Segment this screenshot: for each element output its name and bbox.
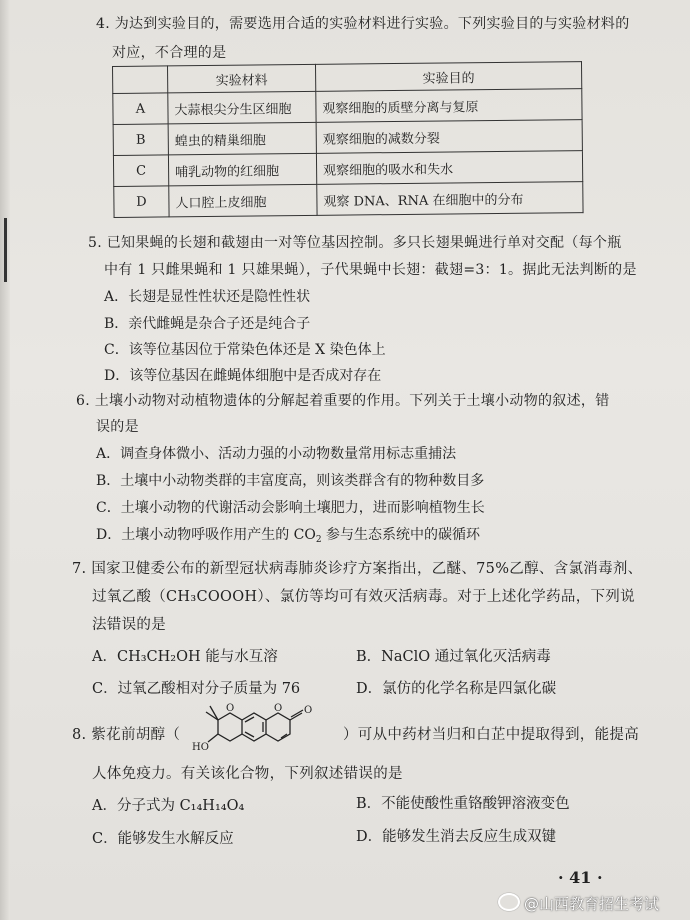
table-cell: 观察 DNA、RNA 在细胞中的分布 <box>317 182 583 216</box>
watermark-text: @山西教育招生考试 <box>524 895 660 913</box>
q6-option-c: C．土壤小动物的代谢活动会影响土壤肥力，进而影响植物生长 <box>96 500 485 516</box>
table-cell: D <box>114 186 169 218</box>
q5-stem-line1: 5. 已知果蝇的长翅和截翅由一对等位基因控制。多只长翅果蝇进行单对交配（每个瓶 <box>88 235 622 251</box>
weibo-icon <box>498 893 520 911</box>
q4-stem-line1: 4. 为达到实验目的，需要选用合适的实验材料进行实验。下列实验目的与实验材料的 <box>96 16 630 32</box>
table-cell: 哺乳动物的红细胞 <box>168 153 316 186</box>
table-cell: 观察细胞的吸水和失水 <box>316 151 582 185</box>
q6-stem-line2: 误的是 <box>96 419 139 435</box>
q7-option-c: C．过氧乙酸相对分子质量为 76 <box>92 681 301 697</box>
table-header-cell: 实验材料 <box>168 64 316 93</box>
q6-stem-line1: 6. 土壤小动物对动植物遗体的分解起着重要的作用。下列关于土壤小动物的叙述，错 <box>76 393 610 409</box>
q4-stem-line2: 对应，不合理的是 <box>112 45 227 61</box>
q7-stem-line1: 7. 国家卫健委公布的新型冠状病毒肺炎诊疗方案指出，乙醚、75%乙醇、含氯消毒剂、 <box>72 561 643 577</box>
page-number: · 41 · <box>558 868 603 887</box>
q8-stem-pre: 8. 紫花前胡醇（ <box>72 727 181 743</box>
q8-structure-o3: O <box>304 705 313 716</box>
q8-option-d: D．能够发生消去反应生成双键 <box>356 829 557 845</box>
table-header-cell: 实验目的 <box>315 62 581 92</box>
q8-option-c: C．能够发生水解反应 <box>92 831 234 847</box>
q7-stem-line3: 法错误的是 <box>92 617 166 633</box>
table-cell: 人口腔上皮细胞 <box>169 184 317 217</box>
table-cell: 蝗虫的精巢细胞 <box>168 122 316 155</box>
q7-option-b: B．NaClO 通过氧化灭活病毒 <box>356 649 551 665</box>
q6-option-d-post: 参与生态系统中的碳循环 <box>321 527 481 543</box>
q5-option-a: A．长翅是显性性状还是隐性性状 <box>104 289 311 305</box>
q6-option-d <box>96 526 480 544</box>
table-cell: B <box>113 124 168 156</box>
q6-option-d-sub: 2 <box>315 535 322 545</box>
table-row <box>113 89 582 125</box>
page-spine-shadow <box>0 0 10 920</box>
q6-option-a: A．调查身体微小、活动力强的小动物数量常用标志重捕法 <box>96 446 457 462</box>
table-cell: 观察细胞的减数分裂 <box>316 120 582 154</box>
q7-option-a: A．CH₃CH₂OH 能与水互溶 <box>92 649 278 665</box>
q4-table <box>112 61 584 218</box>
q8-option-b: B．不能使酸性重铬酸钾溶液变色 <box>356 796 570 812</box>
table-cell: A <box>113 93 168 125</box>
q8-stem-post: ）可从中药材当归和白芷中提取得到，能提高 <box>343 727 639 743</box>
binding-mark <box>4 218 7 282</box>
table-cell: C <box>113 155 168 187</box>
q5-option-d: D．该等位基因在雌蝇体细胞中是否成对存在 <box>104 368 382 384</box>
q6-option-d-pre: D．土壤小动物呼吸作用产生的 CO <box>96 527 316 543</box>
q5-stem-line2: 中有 1 只雌果蝇和 1 只雄果蝇），子代果蝇中长翅：截翅=3：1。据此无法判断的是 <box>104 262 637 278</box>
q7-stem-line2: 过氧乙酸（CH₃COOOH）、氯仿等均可有效灭活病毒。对于上述化学药品，下列说 <box>92 589 635 605</box>
q8-stem-line2: 人体免疫力。有关该化合物，下列叙述错误的是 <box>92 766 403 782</box>
q7-option-d: D．氯仿的化学名称是四氯化碳 <box>356 681 557 697</box>
table-cell: 大蒜根尖分生区细胞 <box>168 91 316 124</box>
q8-structure-o2: O <box>274 703 283 714</box>
table-row <box>114 182 583 218</box>
q8-structure-ho: HO <box>192 742 209 753</box>
q8-structure-diagram <box>178 698 343 760</box>
table-cell: 观察细胞的质壁分离与复原 <box>316 89 582 123</box>
q5-option-c: C．该等位基因位于常染色体还是 X 染色体上 <box>104 342 386 358</box>
table-row <box>113 151 582 187</box>
q6-option-b: B．土壤中小动物类群的丰富度高，则该类群含有的物种数目多 <box>96 473 485 489</box>
q8-option-a: A．分子式为 C₁₄H₁₄O₄ <box>92 798 245 814</box>
q5-option-b: B．亲代雌蝇是杂合子还是纯合子 <box>104 316 311 332</box>
q8-structure-o1: O <box>226 703 235 714</box>
table-header-cell <box>113 66 168 94</box>
table-row <box>113 120 582 156</box>
weibo-watermark <box>498 893 659 914</box>
